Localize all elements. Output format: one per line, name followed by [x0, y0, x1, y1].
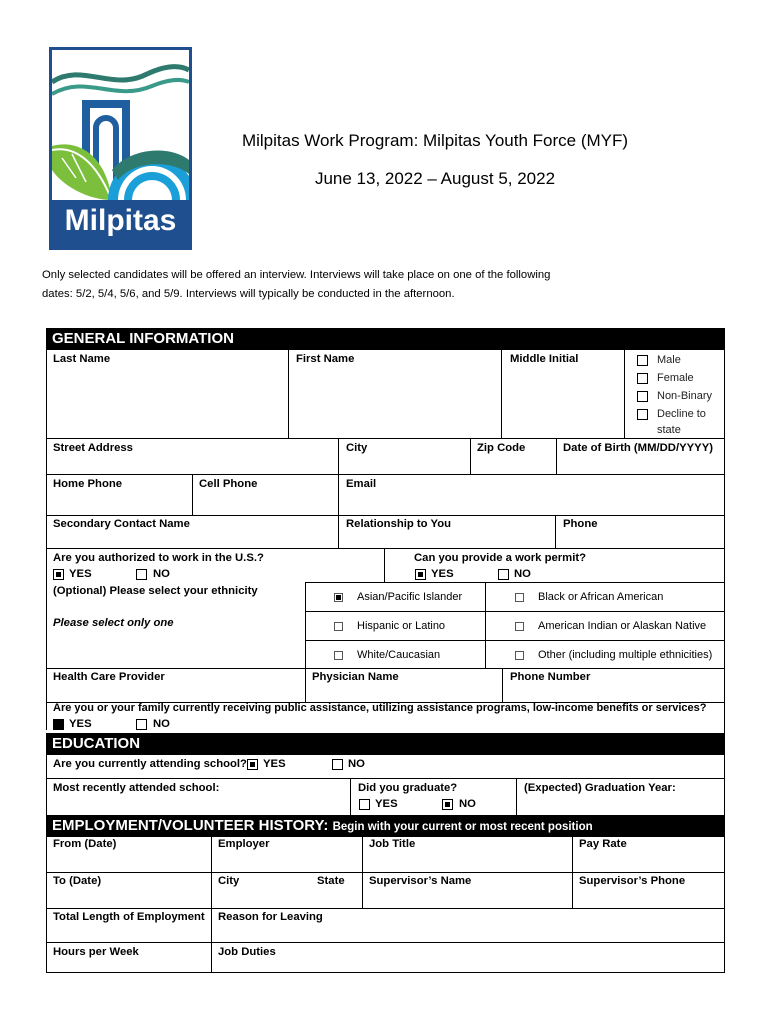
graduate-question: Did you graduate?: [358, 782, 458, 794]
ethnicity-white-checkbox[interactable]: [334, 651, 343, 660]
attending-question: Are you currently attending school?: [53, 758, 247, 770]
gender-female-label: Female: [657, 372, 694, 384]
application-form: [46, 328, 725, 973]
ethnicity-black-checkbox[interactable]: [515, 593, 524, 602]
ethnicity-asian-label: Asian/Pacific Islander: [357, 591, 463, 603]
employment-city-label: City: [218, 875, 240, 887]
employment-subheading: Begin with your current or most recent position: [332, 821, 593, 833]
ethnicity-other-label: Other (including multiple ethnicities): [538, 649, 713, 661]
authorized-yes-checkbox[interactable]: [53, 569, 64, 580]
ethnicity-other-checkbox[interactable]: [515, 651, 524, 660]
intro-line-1: Only selected candidates will be offered an interview. Interviews will take place on one of the following: [42, 269, 551, 281]
assistance-no-checkbox[interactable]: [136, 719, 147, 730]
last-name-label: Last Name: [53, 353, 111, 365]
ethnicity-note: Please select only one: [53, 617, 174, 629]
zip-code-label: Zip Code: [477, 442, 526, 454]
assistance-no-label: NO: [153, 718, 170, 730]
hours-week-label: Hours per Week: [53, 946, 139, 958]
gender-male-checkbox[interactable]: [637, 355, 648, 366]
ethnicity-american-indian-label: American Indian or Alaskan Native: [538, 620, 707, 632]
employment-heading-title: EMPLOYMENT/VOLUNTEER HISTORY:: [52, 817, 329, 834]
ethnicity-black-label: Black or African American: [538, 591, 664, 603]
phone-label: Phone: [563, 518, 598, 530]
date-of-birth-label: Date of Birth (MM/DD/YYYY): [563, 442, 713, 454]
milpitas-logo: [49, 47, 192, 250]
phone-number-label: Phone Number: [510, 671, 591, 683]
graduate-no-checkbox[interactable]: [442, 799, 453, 810]
reason-leaving-label: Reason for Leaving: [218, 911, 323, 923]
relationship-label: Relationship to You: [346, 518, 452, 530]
graduate-no-label: NO: [459, 798, 476, 810]
health-provider-label: Health Care Provider: [53, 671, 165, 683]
permit-yes-label: YES: [431, 568, 454, 580]
physician-label: Physician Name: [312, 671, 399, 683]
ethnicity-american-indian-checkbox[interactable]: [515, 622, 524, 631]
employment-heading: [46, 815, 725, 837]
gender-male-label: Male: [657, 354, 681, 366]
total-length-label: Total Length of Employment: [53, 911, 205, 923]
graduate-yes-label: YES: [375, 798, 398, 810]
employer-label: Employer: [218, 838, 270, 850]
job-title-label: Job Title: [369, 838, 416, 850]
gender-female-checkbox[interactable]: [637, 373, 648, 384]
middle-initial-label: Middle Initial: [510, 353, 579, 365]
first-name-label: First Name: [296, 353, 355, 365]
supervisor-phone-label: Supervisor’s Phone: [579, 875, 686, 887]
gender-decline-checkbox[interactable]: [637, 409, 648, 420]
page-title: Milpitas Work Program: Milpitas Youth Force (MYF): [241, 131, 629, 150]
authorized-no-label: NO: [153, 568, 170, 580]
gender-nonbinary-label: Non-Binary: [657, 390, 713, 402]
ethnicity-hispanic-label: Hispanic or Latino: [357, 620, 446, 632]
gender-decline-label: Decline to: [657, 408, 706, 420]
job-duties-label: Job Duties: [218, 946, 276, 958]
permit-yes-checkbox[interactable]: [415, 569, 426, 580]
to-date-label: To (Date): [53, 875, 102, 887]
attending-no-label: NO: [348, 758, 365, 770]
permit-no-label: NO: [514, 568, 531, 580]
attending-yes-checkbox[interactable]: [247, 759, 258, 770]
street-address-label: Street Address: [53, 442, 133, 454]
intro-text: [42, 266, 642, 304]
attending-no-checkbox[interactable]: [332, 759, 343, 770]
from-date-label: From (Date): [53, 838, 117, 850]
recent-school-label: Most recently attended school:: [53, 782, 220, 794]
assistance-yes-label: YES: [69, 718, 92, 730]
ethnicity-asian-checkbox[interactable]: [334, 593, 343, 602]
attending-yes-label: YES: [263, 758, 286, 770]
assistance-question: Are you or your family currently receiving public assistance, utilizing assistance programs, low-income benefits or services?: [53, 702, 707, 714]
permit-no-checkbox[interactable]: [498, 569, 509, 580]
grad-year-label: (Expected) Graduation Year:: [524, 782, 676, 794]
ethnicity-hispanic-checkbox[interactable]: [334, 622, 343, 631]
city-label: City: [346, 442, 368, 454]
gender-nonbinary-checkbox[interactable]: [637, 391, 648, 402]
general-information-heading: GENERAL INFORMATION: [46, 328, 725, 350]
secondary-contact-label: Secondary Contact Name: [53, 518, 190, 530]
intro-line-2: dates: 5/2, 5/4, 5/6, and 5/9. Interviews will typically be conducted in the afternoon.: [42, 288, 455, 300]
pay-rate-label: Pay Rate: [579, 838, 627, 850]
employment-state-label: State: [317, 875, 345, 887]
email-label: Email: [346, 478, 377, 490]
gender-decline-label-2: state: [657, 424, 681, 436]
graduate-yes-checkbox[interactable]: [359, 799, 370, 810]
supervisor-name-label: Supervisor’s Name: [369, 875, 472, 887]
permit-question: Can you provide a work permit?: [414, 552, 586, 564]
assistance-yes-checkbox[interactable]: [53, 719, 64, 730]
cell-phone-label: Cell Phone: [199, 478, 258, 490]
authorized-no-checkbox[interactable]: [136, 569, 147, 580]
authorized-question: Are you authorized to work in the U.S.?: [53, 552, 264, 564]
logo-wordmark: Milpitas: [64, 204, 177, 237]
ethnicity-white-label: White/Caucasian: [357, 649, 441, 661]
education-heading: EDUCATION: [46, 733, 725, 755]
home-phone-label: Home Phone: [53, 478, 123, 490]
program-dates: June 13, 2022 – August 5, 2022: [314, 169, 556, 188]
ethnicity-question: (Optional) Please select your ethnicity: [53, 585, 258, 597]
authorized-yes-label: YES: [69, 568, 92, 580]
